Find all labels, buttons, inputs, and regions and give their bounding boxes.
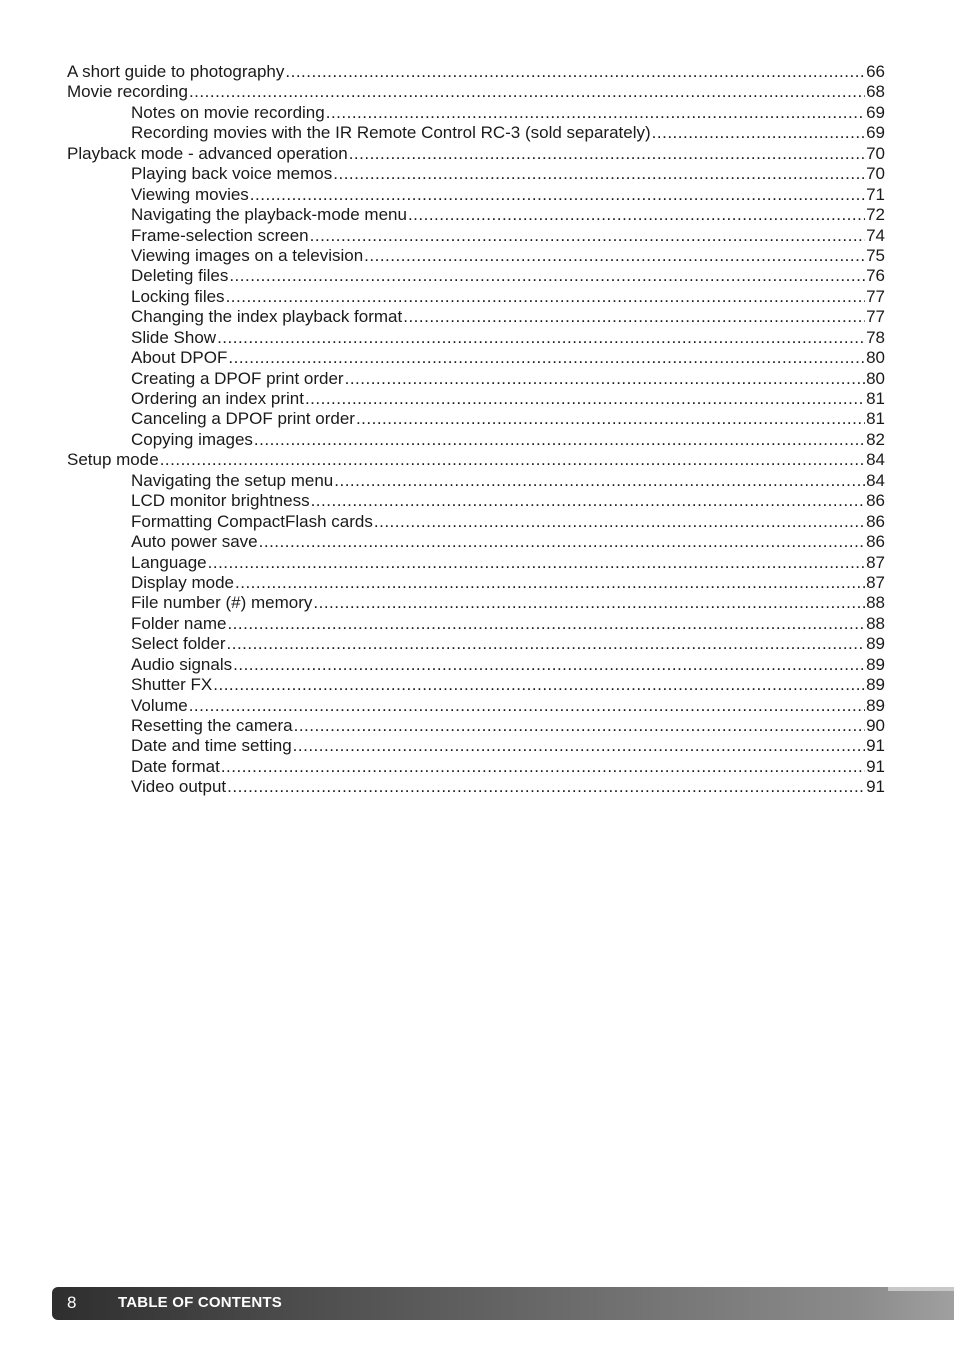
toc-entry[interactable] bbox=[67, 450, 885, 470]
toc-entry-title: About DPOF bbox=[131, 348, 228, 368]
toc-entry-title: Navigating the setup menu bbox=[131, 470, 334, 490]
dot-leader bbox=[227, 777, 865, 797]
toc-entry-title: Viewing movies bbox=[131, 184, 249, 204]
toc-subentry[interactable] bbox=[67, 696, 885, 716]
toc-entry-title: Date format bbox=[131, 756, 220, 776]
toc-subentry[interactable] bbox=[67, 757, 885, 777]
toc-entry-page: 81 bbox=[866, 389, 885, 408]
toc-entry-page: 70 bbox=[866, 143, 885, 163]
dot-leader bbox=[364, 246, 865, 266]
dot-leader bbox=[208, 553, 865, 573]
dot-leader bbox=[229, 266, 865, 286]
toc-entry-page: 80 bbox=[866, 368, 885, 388]
dot-leader bbox=[333, 164, 865, 184]
dot-leader bbox=[189, 82, 865, 102]
dot-leader bbox=[227, 614, 865, 634]
toc-entry-title: Deleting files bbox=[131, 266, 229, 286]
toc-subentry[interactable] bbox=[67, 532, 885, 552]
toc-entry-page: 87 bbox=[866, 572, 885, 592]
toc-entry-page: 88 bbox=[866, 593, 885, 613]
toc-subentry[interactable] bbox=[67, 675, 885, 695]
toc-subentry[interactable] bbox=[67, 593, 885, 613]
toc-subentry[interactable] bbox=[67, 123, 885, 143]
toc-subentry[interactable] bbox=[67, 655, 885, 675]
toc-entry-title: Notes on movie recording bbox=[131, 102, 325, 122]
footer-bar bbox=[52, 1287, 954, 1320]
dot-leader bbox=[259, 532, 865, 552]
dot-leader bbox=[313, 593, 865, 613]
section-title: TABLE OF CONTENTS bbox=[118, 1294, 282, 1311]
toc-entry-title: A short guide to photography bbox=[67, 62, 285, 81]
toc-entry-title: LCD monitor brightness bbox=[131, 491, 310, 511]
toc-subentry[interactable] bbox=[67, 716, 885, 736]
toc-entry-page: 90 bbox=[866, 716, 885, 735]
toc-subentry[interactable] bbox=[67, 491, 885, 511]
toc-subentry[interactable] bbox=[67, 430, 885, 450]
toc-entry-page: 77 bbox=[866, 307, 885, 327]
toc-entry-title: Shutter FX bbox=[131, 675, 213, 695]
toc-entry-title: Frame-selection screen bbox=[131, 225, 309, 245]
toc-entry-page: 75 bbox=[866, 245, 885, 265]
dot-leader bbox=[285, 62, 865, 82]
toc-subentry[interactable] bbox=[67, 205, 885, 225]
toc-subentry[interactable] bbox=[67, 369, 885, 389]
toc-entry-title: Setup mode bbox=[67, 450, 159, 470]
toc-subentry[interactable] bbox=[67, 328, 885, 348]
dot-leader bbox=[254, 430, 865, 450]
toc-entry-page: 77 bbox=[866, 286, 885, 306]
toc-entry-title: Language bbox=[131, 552, 207, 572]
toc-entry-title: Creating a DPOF print order bbox=[131, 368, 344, 388]
table-of-contents bbox=[67, 62, 885, 798]
dot-leader bbox=[293, 736, 865, 756]
toc-entry-title: Movie recording bbox=[67, 82, 188, 102]
toc-entry-page: 84 bbox=[866, 450, 885, 470]
toc-entry-page: 68 bbox=[866, 82, 885, 102]
toc-entry-title: Ordering an index print bbox=[131, 389, 304, 408]
toc-entry-page: 86 bbox=[866, 511, 885, 531]
toc-subentry[interactable] bbox=[67, 103, 885, 123]
dot-leader bbox=[311, 491, 866, 511]
toc-entry[interactable] bbox=[67, 62, 885, 82]
toc-entry-page: 89 bbox=[866, 654, 885, 674]
toc-subentry[interactable] bbox=[67, 287, 885, 307]
toc-entry-title: Video output bbox=[131, 777, 227, 797]
dot-leader bbox=[403, 307, 865, 327]
toc-entry-page: 86 bbox=[866, 532, 885, 552]
toc-entry-title: Resetting the camera bbox=[131, 716, 293, 735]
toc-entry-page: 91 bbox=[866, 736, 885, 756]
dot-leader bbox=[233, 655, 865, 675]
toc-subentry[interactable] bbox=[67, 389, 885, 409]
dot-leader bbox=[226, 287, 866, 307]
toc-entry-title: Audio signals bbox=[131, 654, 233, 674]
toc-entry-page: 81 bbox=[866, 409, 885, 429]
toc-entry-title: Auto power save bbox=[131, 532, 258, 552]
dot-leader bbox=[235, 573, 865, 593]
toc-entry-page: 87 bbox=[866, 552, 885, 572]
toc-subentry[interactable] bbox=[67, 736, 885, 756]
dot-leader bbox=[408, 205, 865, 225]
toc-entry-title: Copying images bbox=[131, 429, 253, 449]
toc-entry-page: 74 bbox=[866, 225, 885, 245]
toc-entry-title: Display mode bbox=[131, 572, 234, 592]
toc-subentry[interactable] bbox=[67, 185, 885, 205]
toc-subentry[interactable] bbox=[67, 348, 885, 368]
dot-leader bbox=[356, 409, 865, 429]
toc-entry-title: Recording movies with the IR Remote Control RC-3 (sold separately) bbox=[131, 123, 651, 143]
toc-subentry[interactable] bbox=[67, 307, 885, 327]
dot-leader bbox=[334, 471, 865, 491]
toc-subentry[interactable] bbox=[67, 164, 885, 184]
toc-entry-title: Playing back voice memos bbox=[131, 164, 333, 184]
toc-entry-page: 84 bbox=[866, 470, 885, 490]
toc-entry-page: 69 bbox=[866, 102, 885, 122]
toc-entry-page: 91 bbox=[866, 756, 885, 776]
toc-entry[interactable] bbox=[67, 144, 885, 164]
toc-subentry[interactable] bbox=[67, 246, 885, 266]
toc-entry-page: 91 bbox=[866, 777, 885, 797]
toc-entry-title: File number (#) memory bbox=[131, 593, 313, 613]
toc-entry[interactable] bbox=[67, 82, 885, 102]
toc-entry-page: 80 bbox=[866, 348, 885, 368]
dot-leader bbox=[310, 226, 865, 246]
dot-leader bbox=[217, 328, 865, 348]
toc-entry-page: 82 bbox=[866, 429, 885, 449]
toc-entry-title: Navigating the playback-mode menu bbox=[131, 205, 407, 225]
toc-subentry[interactable] bbox=[67, 226, 885, 246]
toc-entry-page: 66 bbox=[866, 62, 885, 81]
toc-subentry[interactable] bbox=[67, 777, 885, 797]
toc-entry-title: Canceling a DPOF print order bbox=[131, 409, 355, 429]
dot-leader bbox=[228, 348, 865, 368]
toc-entry-page: 72 bbox=[866, 205, 885, 225]
footer-accent-strip bbox=[888, 1287, 954, 1291]
dot-leader bbox=[227, 634, 866, 654]
toc-entry-page: 69 bbox=[866, 123, 885, 143]
toc-entry-page: 71 bbox=[866, 184, 885, 204]
toc-entry-title: Playback mode - advanced operation bbox=[67, 143, 348, 163]
toc-entry-title: Volume bbox=[131, 695, 188, 715]
dot-leader bbox=[160, 450, 865, 470]
toc-entry-page: 86 bbox=[866, 491, 885, 511]
toc-entry-title: Select folder bbox=[131, 634, 226, 654]
toc-entry-title: Viewing images on a television bbox=[131, 245, 364, 265]
toc-entry-title: Changing the index playback format bbox=[131, 307, 403, 327]
page-number: 8 bbox=[67, 1293, 77, 1312]
toc-subentry[interactable] bbox=[67, 614, 885, 634]
dot-leader bbox=[349, 144, 865, 164]
toc-entry-title: Locking files bbox=[131, 286, 225, 306]
toc-entry-title: Slide Show bbox=[131, 327, 217, 347]
toc-entry-page: 89 bbox=[866, 695, 885, 715]
toc-entry-page: 89 bbox=[866, 675, 885, 695]
toc-subentry[interactable] bbox=[67, 471, 885, 491]
dot-leader bbox=[294, 716, 865, 736]
dot-leader bbox=[221, 757, 865, 777]
toc-entry-title: Date and time setting bbox=[131, 736, 292, 756]
toc-subentry[interactable] bbox=[67, 634, 885, 654]
toc-subentry[interactable] bbox=[67, 409, 885, 429]
toc-subentry[interactable] bbox=[67, 266, 885, 286]
dot-leader bbox=[345, 369, 865, 389]
toc-subentry[interactable] bbox=[67, 573, 885, 593]
dot-leader bbox=[652, 123, 865, 143]
dot-leader bbox=[305, 389, 865, 409]
toc-subentry[interactable] bbox=[67, 553, 885, 573]
toc-entry-page: 78 bbox=[866, 327, 885, 347]
toc-entry-title: Formatting CompactFlash cards bbox=[131, 511, 373, 531]
toc-entry-page: 88 bbox=[866, 613, 885, 633]
toc-entry-page: 70 bbox=[866, 164, 885, 184]
toc-subentry[interactable] bbox=[67, 512, 885, 532]
dot-leader bbox=[213, 675, 865, 695]
dot-leader bbox=[326, 103, 865, 123]
dot-leader bbox=[374, 512, 865, 532]
toc-entry-page: 76 bbox=[866, 266, 885, 286]
dot-leader bbox=[189, 696, 865, 716]
dot-leader bbox=[250, 185, 865, 205]
toc-entry-title: Folder name bbox=[131, 613, 227, 633]
toc-entry-page: 89 bbox=[866, 634, 885, 654]
